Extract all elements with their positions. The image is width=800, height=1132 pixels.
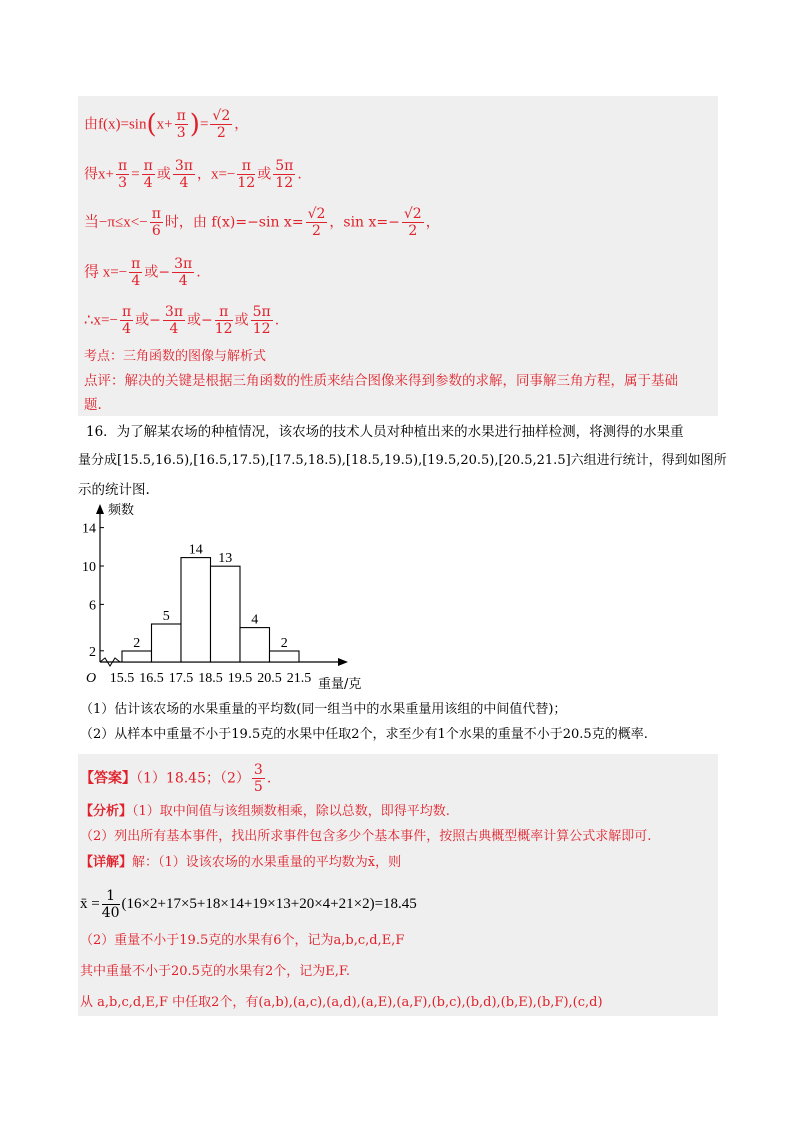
text: 或 [156, 166, 171, 183]
histogram-bar [211, 566, 241, 662]
fraction [215, 304, 233, 337]
kaodian-line: 考点：三角函数的图像与解析式 [84, 349, 267, 364]
x-axis-arrow [338, 658, 348, 666]
dianping-line-1: 点评：解决的关键是根据三角函数的性质来结合图像来得到参数的求解，同事解三角方程，属于基础 [84, 373, 678, 389]
text: . [297, 166, 302, 183]
math: = [199, 116, 209, 133]
dianping-line-2: 题. [84, 397, 102, 413]
math: ∴x=− [84, 312, 118, 329]
question-part-1: （1）估计该农场的水果重量的平均数(同一组当中的水果重量用该组的中间值代替)； [80, 702, 567, 717]
text: 或− [187, 312, 213, 329]
x-tick-label: 21.5 [286, 671, 312, 686]
fraction [150, 206, 163, 239]
den: 4 [143, 175, 153, 191]
solution-line-5 [84, 304, 279, 337]
math-f: f(x)=sin [98, 116, 147, 133]
part2-line-3: 从 a,b,c,d,E,F 中任取2个，有(a,b),(a,c),(a,d),(a,E),(a,F),(b,c),(b,d),(b,E),(b,F),(c,d) [80, 995, 603, 1010]
fraction [173, 158, 195, 191]
den: 6 [151, 223, 161, 239]
text: （1）18.45；（2） [136, 770, 250, 787]
x-axis-label: 重量/克 [318, 677, 362, 692]
histogram-svg [70, 500, 390, 700]
den: 3 [118, 175, 128, 191]
origin-label: O [86, 671, 97, 686]
bar-data-label: 2 [133, 636, 141, 651]
x-tick-label: 15.5 [109, 671, 135, 686]
text: . [266, 770, 272, 787]
math: x+ [156, 116, 173, 133]
text: ， [425, 214, 440, 231]
text: 或− [144, 264, 171, 281]
fraction [172, 256, 194, 289]
math: x=− [210, 166, 236, 183]
num: √2 [403, 206, 422, 222]
text: 或− [135, 312, 161, 329]
text: 或 [234, 312, 249, 329]
num: 3π [164, 304, 184, 320]
xiangjie-tag: 【详解】 [80, 855, 133, 870]
x-tick-label: 18.5 [198, 671, 223, 686]
num: 5π [275, 158, 294, 174]
den: 12 [275, 175, 294, 191]
den: 2 [408, 223, 418, 239]
den: 3 [176, 125, 186, 141]
histogram-bar [122, 651, 152, 662]
x-tick-label: 17.5 [168, 671, 194, 686]
formula-lhs: x̄ = [80, 896, 100, 912]
fraction [252, 762, 265, 795]
math: 当−π≤x<− [84, 214, 148, 231]
histogram [70, 500, 390, 700]
fraction [210, 108, 232, 141]
fenxi-line-2: （2）列出所有基本事件，找出所求事件包含多少个基本事件，按照古典概型概率计算公式求解即可. [80, 829, 652, 844]
num: 5π [252, 304, 271, 320]
solution-line-1 [84, 108, 248, 141]
bar-data-label: 5 [162, 609, 170, 624]
fraction [163, 304, 185, 337]
y-tick-label: 2 [89, 644, 96, 660]
num: π [121, 304, 132, 320]
math: 得 x=− [84, 264, 128, 281]
x-tick-label: 16.5 [139, 671, 164, 686]
text: . [274, 312, 280, 329]
den: 4 [178, 273, 188, 289]
histogram-bar [152, 624, 182, 662]
fenxi-tag: 【分析】 [80, 804, 133, 819]
text: ，sin x=− [329, 214, 400, 231]
bar-data-label: 14 [188, 542, 203, 558]
fraction [251, 304, 273, 337]
num: π [143, 158, 153, 174]
x-tick-label: 19.5 [227, 671, 253, 686]
text: 得 [84, 166, 98, 183]
formula-line [80, 888, 417, 921]
num: 3π [174, 256, 193, 272]
question-part-2: （2）从样本中重量不小于19.5克的水果中任取2个，求至少有1个水果的重量不小于20.5克的概率. [80, 727, 648, 742]
y-tick-label: 6 [89, 598, 96, 614]
text: ， [196, 166, 211, 183]
text: 由 [84, 116, 98, 133]
formula-rhs: (16×2+17×5+18×14+19×13+20×4+21×2)=18.45 [121, 896, 417, 912]
text: . [196, 264, 201, 281]
part2-line-2: 其中重量不小于20.5克的水果有2个，记为E,F. [80, 964, 350, 979]
num: π [151, 206, 161, 222]
num: √2 [307, 206, 326, 222]
y-axis-label: 频数 [108, 503, 135, 518]
den: 12 [214, 321, 233, 337]
bar-data-label: 4 [251, 612, 259, 628]
bar-data-label: 2 [280, 636, 288, 651]
fraction [102, 888, 120, 921]
fraction [402, 206, 424, 239]
question-line-3: 示的统计图. [78, 482, 150, 498]
fraction [142, 158, 155, 191]
question-line-2: 量分成[15.5,16.5),[16.5,17.5),[17.5,18.5),[18.5,19.5),[19.5,20.5),[20.5,21.5]六组进行统计，得到如图所 [78, 453, 727, 468]
fraction [237, 158, 255, 191]
den: 5 [253, 779, 263, 795]
fraction [273, 158, 295, 191]
y-axis-arrow [96, 504, 104, 514]
num: π [176, 108, 186, 124]
den: 4 [169, 321, 179, 337]
fraction [116, 158, 129, 191]
num: 3 [253, 762, 263, 778]
math: = [131, 166, 140, 183]
paren: ) [189, 109, 200, 140]
fraction [306, 206, 328, 239]
num: π [215, 304, 233, 321]
bar-data-label: 13 [218, 551, 233, 567]
part2-line-1: （2）重量不小于19.5克的水果有6个，记为a,b,c,d,E,F [80, 933, 405, 948]
fraction [129, 256, 142, 289]
fenxi-line-1 [80, 802, 450, 822]
num: 3π [174, 158, 193, 174]
bars [122, 558, 299, 662]
den: 2 [216, 125, 226, 141]
den: 4 [131, 273, 141, 289]
text: 时，由 f(x)=−sin x= [164, 214, 304, 231]
num: 1 [102, 888, 120, 905]
fraction [120, 304, 133, 337]
answer-tag: 【答案】 [80, 770, 136, 787]
text: 或 [257, 166, 272, 183]
fraction [175, 108, 188, 141]
den: 40 [101, 905, 120, 921]
num: π [237, 158, 255, 175]
y-tick-label: 14 [82, 521, 96, 537]
text: ， [234, 116, 249, 133]
num: π [131, 256, 141, 272]
question-line-1: 16．为了解某农场的种植情况，该农场的技术人员对种植出来的水果进行抽样检测，将测得的水果重 [86, 424, 684, 440]
text: 解：（1）设该农场的水果重量的平均数为x̄，则 [132, 855, 402, 870]
num: √2 [212, 108, 231, 124]
den: 12 [237, 175, 256, 191]
den: 4 [122, 321, 132, 337]
histogram-bar [240, 628, 270, 662]
y-tick-label: 10 [82, 560, 96, 575]
histogram-bar [270, 651, 300, 662]
text: （1）取中间值与该组频数相乘，除以总数，即得平均数. [132, 804, 450, 819]
num: π [117, 158, 128, 174]
solution-line-3 [84, 206, 440, 239]
den: 4 [179, 175, 189, 191]
paren: ( [146, 109, 157, 140]
x-tick-label: 20.5 [257, 671, 282, 686]
solution-line-2 [84, 158, 302, 191]
xiangjie-line-1 [80, 853, 401, 873]
histogram-bar [181, 558, 211, 662]
den: 2 [312, 223, 321, 239]
solution-line-4 [84, 256, 201, 289]
den: 12 [252, 321, 271, 337]
answer-line [80, 762, 271, 795]
math: x+ [98, 166, 114, 183]
